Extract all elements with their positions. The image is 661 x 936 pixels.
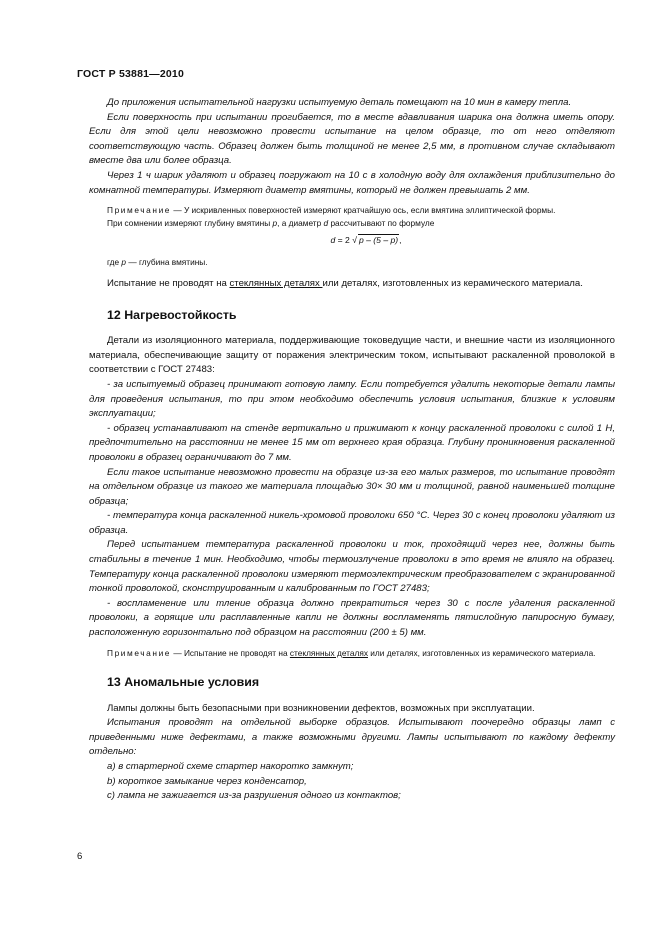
- formula-lhs: d: [330, 234, 336, 245]
- paragraph-glow-wire-intro: Детали из изоляционного материала, поддерживающие токоведущие части, и внешние части из изоляционного материала, обеспечивающие защиту от поражения электрическим током, испытывают раскаленной проволокой в соответствии с ГОСТ 27483:: [89, 335, 615, 376]
- note-depth-measure: [89, 217, 615, 229]
- list-item-temperature: - температура конца раскаленной никель-хромовой проволоки 650 °С. Через 30 с конец проволоки удаляют из образца.: [89, 510, 615, 536]
- formula-tail: ,: [399, 234, 402, 245]
- note-depth-text-b: , а диаметр: [277, 217, 324, 228]
- page-number: 6: [77, 851, 83, 862]
- where-clause: [89, 256, 615, 268]
- note-depth-text-a: При сомнении измеряют глубину вмятины: [107, 217, 273, 228]
- paragraph-glass-exclusion: [89, 277, 615, 292]
- where-var: p: [121, 256, 127, 267]
- paragraph-cooling: Через 1 ч шарик удаляют и образец погружают на 10 с в холодную воду для охлаждения приблизительно до комнатной температуры. Измеряют диаметр вмятины, который не должен превышать 2 мм.: [89, 169, 615, 196]
- paragraph-support: Если поверхность при испытании прогибается, то в месте вдавливания шарика она должна иметь опору. Если для этой цели невозможно провести испытание на целом образце, то от него отделяют соответствующую часть. Образец должен быть толщиной не менее 2,5 мм, в противном случае складывают вместе два или более образца.: [89, 111, 615, 167]
- glass-underlined: стеклянных деталях: [229, 277, 323, 289]
- paragraph-heat-chamber: До приложения испытательной нагрузки испытуемую деталь помещают на 10 мин в камеру тепла.: [107, 97, 572, 108]
- formula-radicand: p – (5 – p): [358, 234, 399, 245]
- var-p: p: [272, 217, 278, 228]
- note-12-text-a: — Испытание не проводят на: [171, 647, 290, 658]
- list-item-defect-c: с) лампа не зажигается из-за разрушения одного из контактов;: [107, 790, 401, 802]
- glass-text-b: или деталях, изготовленных из керамического материала.: [322, 277, 583, 289]
- note-label: Примечание: [107, 205, 172, 216]
- where-text-b: — глубина вмятины.: [126, 256, 208, 267]
- var-d: d: [323, 217, 329, 228]
- formula-diameter: [117, 233, 615, 248]
- note-label-12: Примечание: [107, 647, 172, 658]
- note-section-12: [89, 647, 615, 659]
- paragraph-defects: Испытания проводят на отдельной выборке образцов. Испытывают поочередно образцы ламп с приведенными ниже дефектами, а также возможными другими. Лампы испытывают по каждому дефекту отдельно:: [89, 717, 615, 758]
- where-text-a: где: [107, 256, 122, 267]
- note-12-text-b: или деталях, изготовленных из керамического материала.: [367, 647, 596, 658]
- heading-section-12: 12 Нагревостойкость: [107, 307, 237, 322]
- list-item-defect-a: а) в стартерной схеме стартер накоротко замкнут;: [107, 761, 354, 772]
- note-text: — У искривленных поверхностей измеряют кратчайшую ось, если вмятина эллиптической формы.: [171, 205, 556, 216]
- note-curved-surfaces: [89, 204, 615, 216]
- list-item-mounting: - образец устанавливают на стенде вертикально и прижимают к концу раскаленной проволоки с силой 1 Н, предпочтительно на расстоянии не менее 15 мм от верхнего края образца. Глубину проникновения раскаленной проволоки в образец ограничивают до 7 мм.: [89, 422, 615, 463]
- list-item-sample: - за испытуемый образец принимают готовую лампу. Если потребуется удалить некоторые детали лампы для проведения испытания, то при этом необходимо обеспечить условия испытания, близкие к условиям эксплуатации;: [89, 378, 615, 420]
- formula-eq: = 2: [335, 234, 353, 245]
- radical-icon: √: [352, 234, 357, 245]
- document-header: ГОСТ Р 53881—2010: [77, 68, 185, 80]
- paragraph-safety: Лампы должны быть безопасными при возникновении дефектов, возможных при эксплуатации.: [107, 702, 535, 714]
- glass-text-a: Испытание не проводят на: [107, 277, 230, 289]
- list-item-defect-b: b) короткое замыкание через конденсатор,: [107, 775, 307, 787]
- heading-section-13: 13 Аномальные условия: [107, 675, 260, 690]
- page-body: [89, 96, 615, 804]
- list-item-small-sample: Если такое испытание невозможно провести на образце из-за его малых размеров, то испытание проводят на отдельном образце из такого же материала площадью 30× 30 мм и толщиной, равной наименьшей толщине образца;: [89, 466, 615, 507]
- note-12-underlined: стеклянных деталях: [289, 647, 368, 658]
- list-item-extinguish: - воспламенение или тление образца должно прекратиться через 30 с после удаления раскаленной проволоки, а горящие или расплавленные капли не должны воспламенять пятислойную папиросную бумагу, расположенную горизонтально под образцом на расстоянии (200 ± 5) мм.: [89, 597, 615, 639]
- list-item-stabilization: Перед испытанием температура раскаленной проволоки и ток, проходящий через нее, должны быть стабильны в течение 1 мин. Необходимо, чтобы термоизлучение проволоки в это время не влияло на образец. Температуру конца раскаленной проволоки измеряют термоэлектрическим преобразователем с экранированной тонкой проволокой, сконструированным и калиброванным по ГОСТ 27483;: [89, 539, 615, 595]
- note-depth-text-c: рассчитывают по формуле: [328, 217, 435, 228]
